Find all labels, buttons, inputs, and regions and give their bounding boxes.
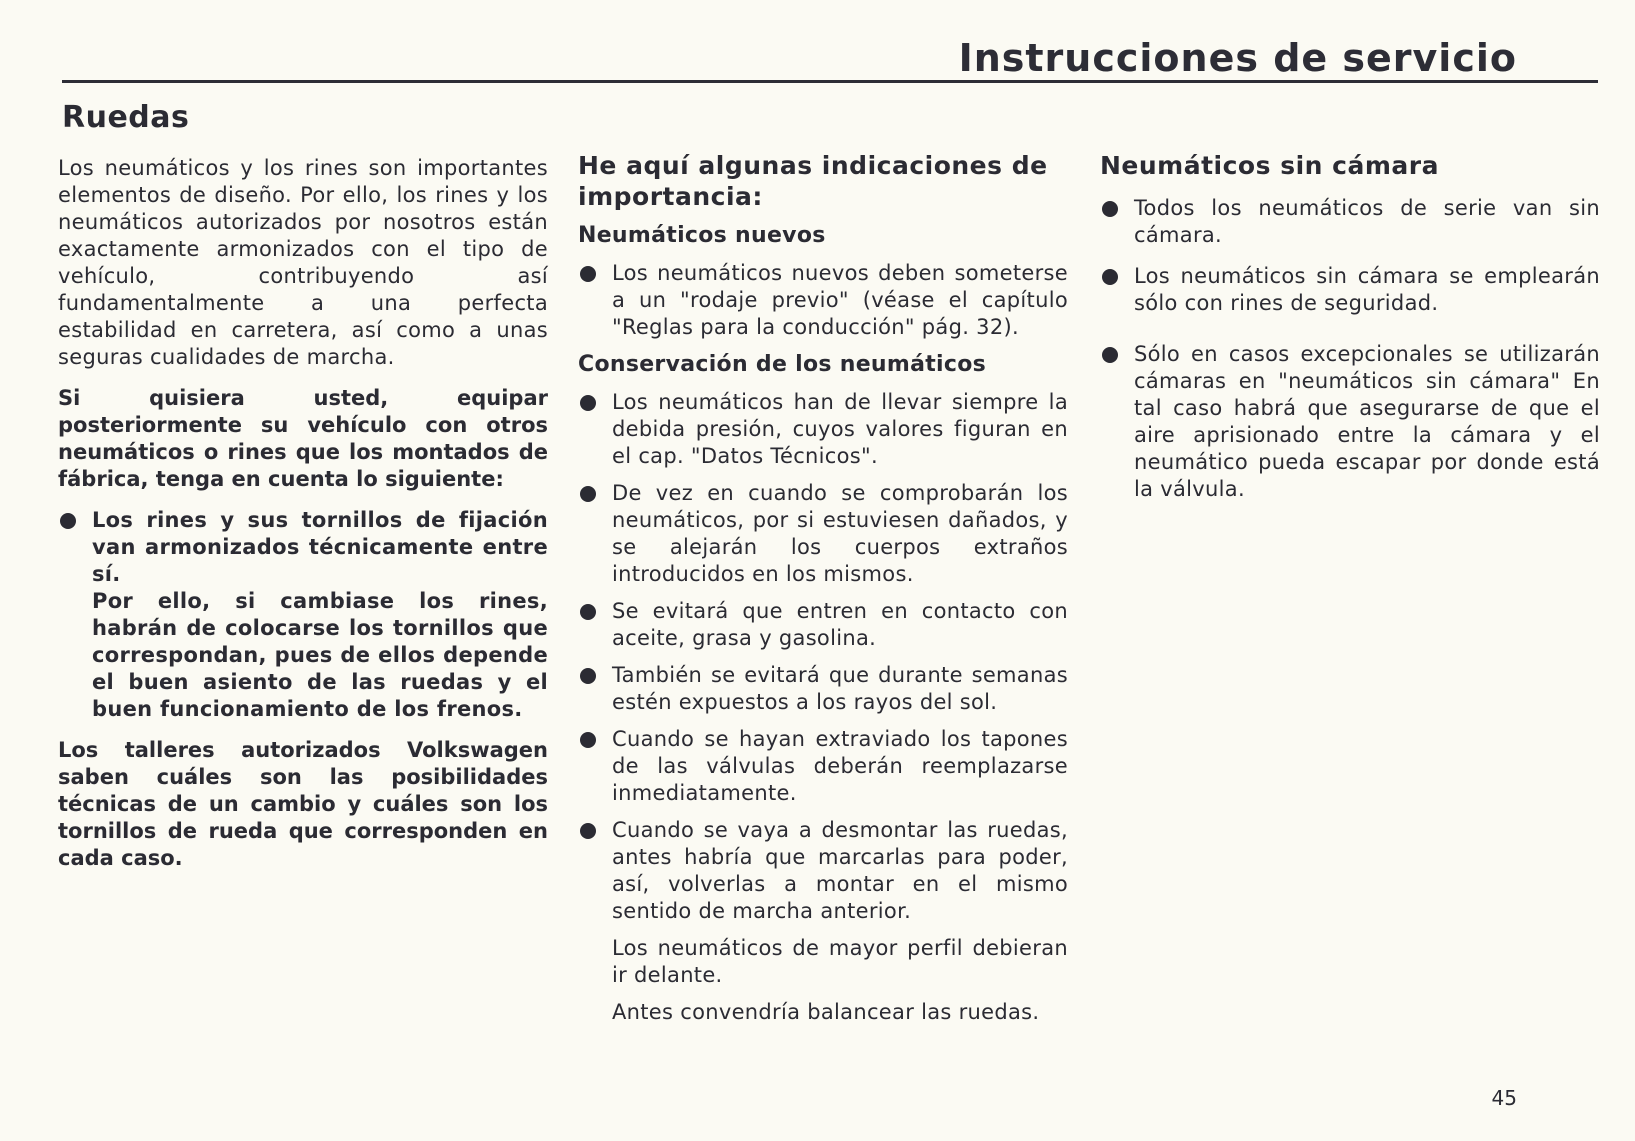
bullet-icon — [580, 732, 596, 748]
bullet-text: Se evitará que entren en contacto con aceite, grasa y gasolina. — [612, 599, 1068, 650]
bullet-icon — [580, 668, 596, 684]
closing-paragraph: Los talleres autorizados Volkswagen saben cuáles son las posibilidades técnicas de un cambio y cuáles son los tornillos de rueda que corresponden en cada caso. — [58, 738, 548, 870]
bullet-continuation: Por ello, si cambiase los rines, habrán de colocarse los tornillos que correspondan, pues de ellos depende el buen asiento de las ruedas y el buen funcionamiento de los frenos. — [92, 589, 548, 721]
bullet-icon — [580, 823, 596, 839]
page-number: 45 — [1491, 1086, 1517, 1110]
list-item — [578, 260, 1068, 341]
bullet-icon — [1102, 347, 1118, 363]
bullet-icon — [1102, 201, 1118, 217]
section-title: Ruedas — [62, 100, 190, 135]
bullet-icon — [60, 513, 76, 529]
bullet-text: Cuando se vaya a desmontar las ruedas, antes habría que marcarlas para poder, así, volverlas a montar en el mismo sentido de marcha anterior. — [612, 818, 1068, 923]
list-item — [578, 480, 1068, 588]
bullet-text: Los rines y sus tornillos de fijación van armonizados técnicamente entre sí. — [92, 508, 548, 586]
column-indicaciones — [578, 150, 1068, 1026]
column-sin-camara — [1100, 150, 1600, 503]
list-item — [578, 598, 1068, 652]
list-item — [578, 389, 1068, 470]
neumaticos-nuevos-heading: Neumáticos nuevos — [578, 223, 826, 248]
list-item — [578, 817, 1068, 925]
list-item — [58, 507, 548, 588]
bullet-icon — [1102, 269, 1118, 285]
intro-paragraph: Los neumáticos y los rines son importantes elementos de diseño. Por ello, los rines y los neumáticos autorizados por nosotros están exactamente armonizados con el tipo de vehículo, contribuyendo así fundamentalmente a una perfecta estabilidad en carretera, así como a unas seguras cualidades de marcha. — [58, 156, 548, 369]
header-rule — [62, 80, 1598, 83]
list-item — [1100, 341, 1600, 503]
indicaciones-heading: He aquí algunas indicaciones de importancia: — [578, 151, 1048, 211]
bullet-text: Los neumáticos han de llevar siempre la debida presión, cuyos valores figuran en el cap. "Datos Técnicos". — [612, 390, 1068, 468]
bullet-icon — [580, 486, 596, 502]
bullet-text: Los neumáticos nuevos deben someterse a un "rodaje previo" (véase el capítulo "Reglas para la conducción" pág. 32). — [612, 261, 1068, 339]
bullet-text: También se evitará que durante semanas estén expuestos a los rayos del sol. — [612, 663, 1068, 714]
bullet-continuation: Los neumáticos de mayor perfil debieran ir delante. — [612, 936, 1068, 987]
warning-paragraph: Si quisiera usted, equipar posteriormente su vehículo con otros neumáticos o rines que los montados de fábrica, tenga en cuenta lo siguiente: — [58, 386, 548, 491]
bullet-text: Cuando se hayan extraviado los tapones de las válvulas deberán reemplazarse inmediatamente. — [612, 727, 1068, 805]
bullet-icon — [580, 604, 596, 620]
bullet-text: Todos los neumáticos de serie van sin cámara. — [1134, 196, 1600, 247]
list-item — [578, 662, 1068, 716]
bullet-text: Los neumáticos sin cámara se emplearán sólo con rines de seguridad. — [1134, 264, 1600, 315]
bullet-icon — [580, 266, 596, 282]
list-item — [1100, 195, 1600, 249]
list-item — [578, 726, 1068, 807]
conservacion-heading: Conservación de los neumáticos — [578, 352, 987, 377]
bullet-icon — [580, 395, 596, 411]
bullet-text: Sólo en casos excepcionales se utilizarán cámaras en "neumáticos sin cámara" En tal caso habrá que asegurarse de que el aire aprisionado entre la cámara y el neumático pueda escapar por donde está la válvula. — [1134, 342, 1600, 501]
column-ruedas — [58, 100, 548, 872]
bullet-continuation: Antes convendría balancear las ruedas. — [612, 1000, 1040, 1024]
running-header: Instrucciones de servicio — [958, 36, 1517, 80]
sin-camara-heading: Neumáticos sin cámara — [1100, 151, 1439, 180]
list-item — [1100, 263, 1600, 317]
bullet-text: De vez en cuando se comprobarán los neumáticos, por si estuviesen dañados, y se alejarán los cuerpos extraños introducidos en los mismos. — [612, 481, 1068, 586]
